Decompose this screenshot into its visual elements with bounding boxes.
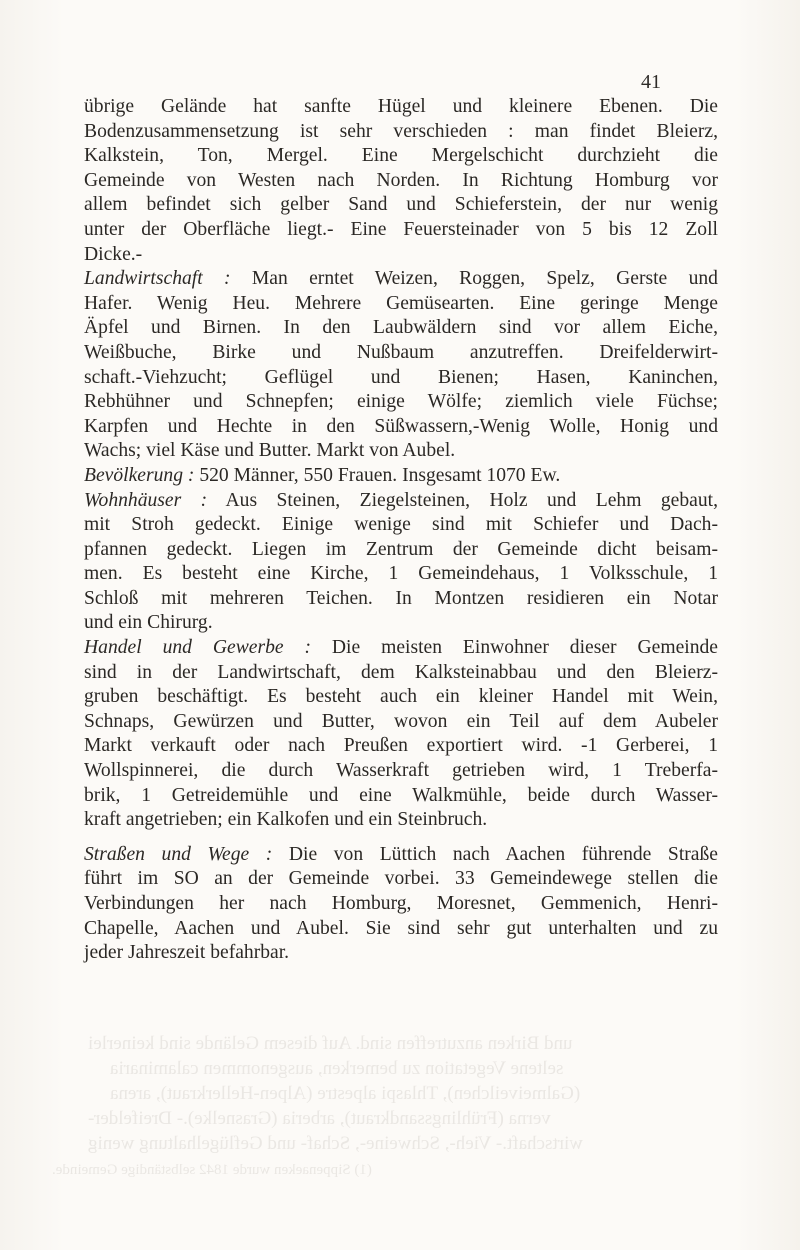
text-line: Bevölkerung : 520 Männer, 550 Frauen. Insgesamt 1070 Ew. <box>84 464 561 486</box>
bleed-through-line: verna (Frühlingssandkraut), arberia (Grasnelke).- Dreifelder- <box>88 1108 551 1129</box>
section-heading: Wohnhäuser : <box>84 489 208 511</box>
text-line: jeder Jahreszeit befahrbar. <box>84 942 290 964</box>
text-line: schaft.-Viehzucht; Geflügel und Bienen; Hasen, Kaninchen, <box>84 366 718 388</box>
text-line: men. Es besteht eine Kirche, 1 Gemeindehaus, 1 Volksschule, 1 <box>84 563 718 585</box>
text-line: Äpfel und Birnen. In den Laubwäldern sind vor allem Eiche, <box>84 317 718 339</box>
text-line: Wohnhäuser : Aus Steinen, Ziegelsteinen, Holz und Lehm gebaut, <box>84 489 718 511</box>
text-line: Gemeinde von Westen nach Norden. In Richtung Homburg vor <box>84 169 718 191</box>
text-line: Weißbuche, Birke und Nußbaum anzutreffen. Dreifelderwirt- <box>84 341 718 363</box>
paragraph-gap <box>84 833 718 843</box>
text-line: pfannen gedeckt. Liegen im Zentrum der Gemeinde dicht beisam- <box>84 538 718 560</box>
section-heading: Straßen und Wege : <box>84 843 273 865</box>
text-line: mit Stroh gedeckt. Einige wenige sind mit Schiefer und Dach- <box>84 514 718 536</box>
paragraph-bevoelkerung <box>84 464 718 489</box>
text-line: Karpfen und Hechte in den Süßwassern,-Wenig Wolle, Honig und <box>84 415 718 437</box>
text-line: Schloß mit mehreren Teichen. In Montzen residieren ein Notar <box>84 587 718 609</box>
text-line: Rebhühner und Schnepfen; einige Wölfe; ziemlich viele Füchse; <box>84 391 718 413</box>
body-text <box>84 95 718 966</box>
text-line: Landwirtschaft : Man erntet Weizen, Roggen, Spelz, Gerste und <box>84 268 718 290</box>
bleed-through-line: seltene Vegetation zu bemerken, ausgenommen calaminaria <box>110 1058 564 1079</box>
paragraph-geology <box>84 95 718 267</box>
bleed-through-footnote: (1) Sippenaeken wurde 1842 selbständige Gemeinde. <box>52 1162 372 1178</box>
text-line: Straßen und Wege : Die von Lüttich nach Aachen führende Straße <box>84 843 718 865</box>
section-heading: Bevölkerung : <box>84 464 195 486</box>
text-line: Wollspinnerei, die durch Wasserkraft getrieben wird, 1 Treberfa- <box>84 760 718 782</box>
paragraph-wohnhaeuser <box>84 489 718 637</box>
text-line: Verbindungen her nach Homburg, Moresnet, Gemmenich, Henri- <box>84 893 718 914</box>
bleed-through-line: und Birken anzutreffen sind. Auf diesem Gelände sind keinerlei <box>88 1033 573 1054</box>
paragraph-landwirtschaft <box>84 267 718 464</box>
text-line: Kalkstein, Ton, Mergel. Eine Mergelschicht durchzieht die <box>84 145 718 167</box>
text-line: übrige Gelände hat sanfte Hügel und kleinere Ebenen. Die <box>84 96 718 117</box>
section-heading: Handel und Gewerbe : <box>84 637 312 659</box>
bleed-through-line: wirtschaft.- Vieh-, Schweine-, Schaf- und Geflügelhaltung wenig <box>88 1133 584 1154</box>
text-line: führt im SO an der Gemeinde vorbei. 33 Gemeindewege stellen die <box>84 868 718 890</box>
text-line: sind in der Landwirtschaft, dem Kalksteinabbau und den Bleierz- <box>84 661 718 683</box>
text-line: allem befindet sich gelber Sand und Schieferstein, der nur wenig <box>84 194 718 216</box>
text-line: Wachs; viel Käse und Butter. Markt von Aubel. <box>84 440 456 462</box>
bleed-through-line: (Galmeiveilchen), Thlaspi alpestre (Alpen-Hellerkraut), arena <box>110 1083 581 1104</box>
text-line: Dicke.- <box>84 243 143 265</box>
text-line: Schnaps, Gewürzen und Butter, wovon ein Teil auf dem Aubeler <box>84 710 718 732</box>
text-line: Chapelle, Aachen und Aubel. Sie sind sehr gut unterhalten und zu <box>84 917 718 939</box>
text-line: unter der Oberfläche liegt.- Eine Feuersteinader von 5 bis 12 Zoll <box>84 218 718 240</box>
text-line: Bodenzusammensetzung ist sehr verschieden : man findet Bleierz, <box>84 120 718 142</box>
text-line: und ein Chirurg. <box>84 612 213 634</box>
text-line: Hafer. Wenig Heu. Mehrere Gemüsearten. Eine geringe Menge <box>84 292 718 314</box>
text-line: kraft angetrieben; ein Kalkofen und ein Steinbruch. <box>84 809 488 831</box>
page-number: 41 <box>641 71 661 93</box>
section-heading: Landwirtschaft : <box>84 268 231 290</box>
text-line: brik, 1 Getreidemühle und eine Walkmühle, beide durch Wasser- <box>84 784 718 806</box>
text-line: Handel und Gewerbe : Die meisten Einwohner dieser Gemeinde <box>84 637 718 659</box>
text-line: gruben beschäftigt. Es besteht auch ein kleiner Handel mit Wein, <box>84 686 718 708</box>
paragraph-strassen-wege <box>84 843 718 966</box>
paragraph-handel-gewerbe <box>84 636 718 833</box>
text-line: Markt verkauft oder nach Preußen exportiert wird. -1 Gerberei, 1 <box>84 735 718 757</box>
